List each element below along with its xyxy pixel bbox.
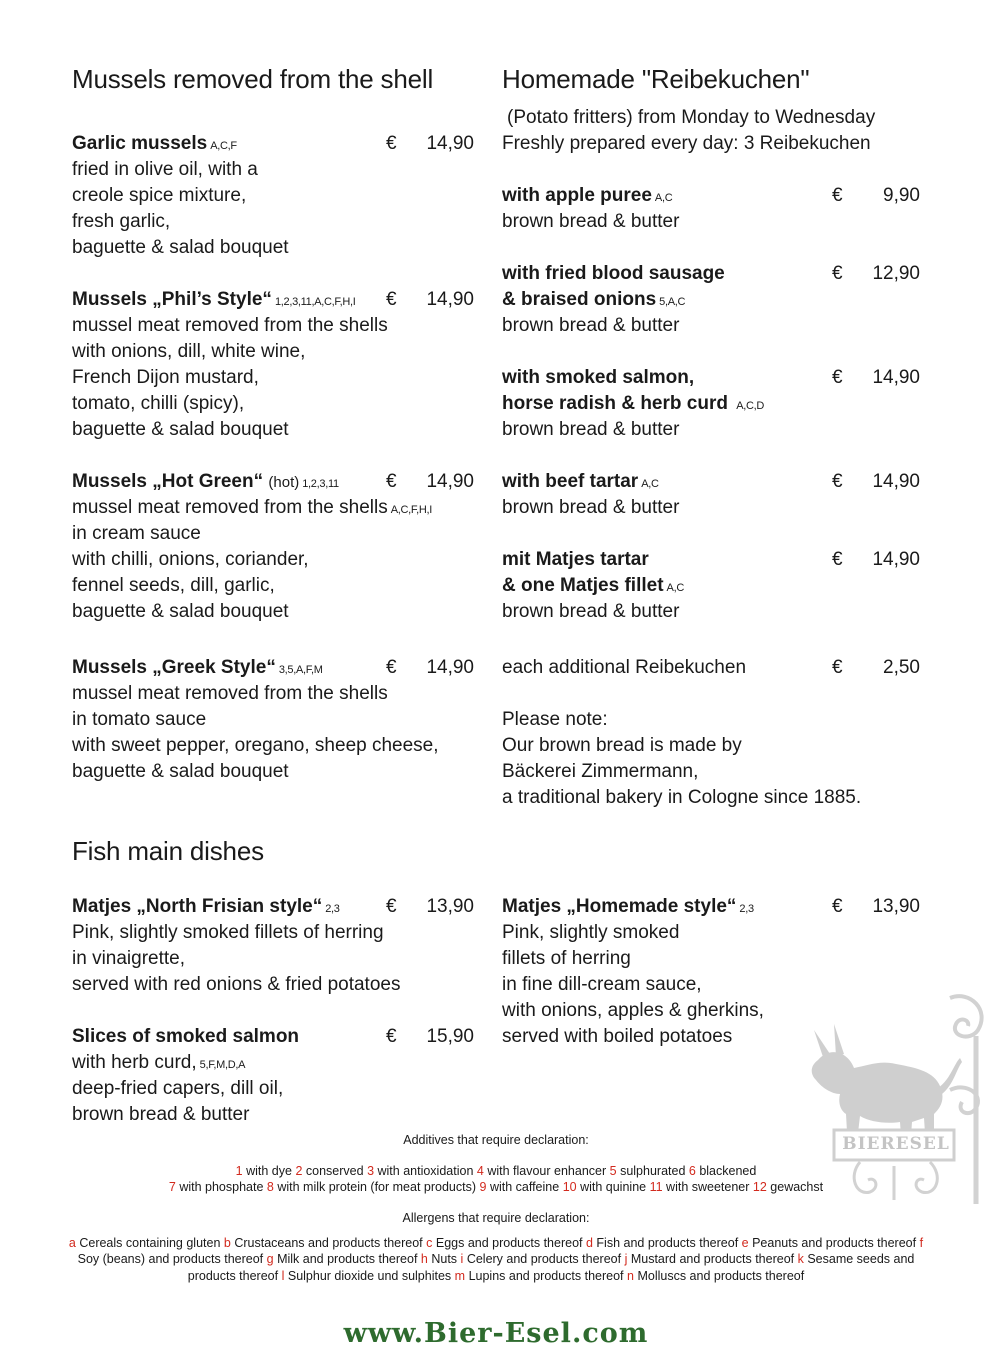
mussels-list-2 — [72, 655, 474, 785]
note-text: a traditional bakery in Cologne since 1885. — [502, 787, 862, 808]
reibekuchen-list — [502, 105, 920, 625]
allergens-block — [60, 1210, 932, 1284]
price: € 2,50 — [832, 657, 920, 678]
price: € 14,90 — [386, 289, 474, 310]
additional-label: each additional Reibekuchen — [502, 657, 747, 678]
allergen-codes: 5,F,M,D,A — [199, 1059, 246, 1071]
mussels-heading: Mussels removed from the shell — [72, 64, 434, 94]
allergens-list: a Cereals containing gluten b Crustaceans and products thereof c Eggs and products thereof d Fish and products thereof e Peanuts and products thereof f Soy (beans) and products thereof g Milk and products thereof h Nuts i Celery and products thereof j Mustard and products thereof k Sesame seeds and products thereof l Sulphur dioxide und sulphites m Lupins and products thereof n Molluscs and products thereof — [68, 1235, 924, 1283]
allergen-codes: 1,2,3,11 — [302, 478, 339, 490]
website-link[interactable]: www.Bier-Esel.com — [343, 1318, 649, 1349]
logo-text: BIERESEL — [842, 1134, 950, 1154]
allergens-heading: Allergens that require declaration: — [402, 1211, 590, 1225]
dish-desc: mussel meat removed from the shells A,C,F,H,I — [72, 497, 433, 518]
additives-block — [60, 1132, 932, 1196]
dish-desc: served with red onions & fried potatoes — [72, 974, 401, 995]
dish-title: Slices of smoked salmon — [72, 1026, 300, 1047]
menu-item-title-row — [502, 183, 920, 209]
price: € 13,90 — [386, 896, 474, 917]
fish-heading: Fish main dishes — [72, 836, 264, 866]
dish-desc: creole spice mixture, — [72, 185, 247, 206]
menu-item-title-row — [72, 287, 474, 313]
dish-desc: brown bread & butter — [502, 601, 680, 622]
dish-desc: mussel meat removed from the shells — [72, 315, 388, 336]
menu-item-title-row — [72, 469, 474, 495]
dish-desc: Pink, slightly smoked fillets of herring — [72, 922, 384, 943]
price: € 13,90 — [832, 896, 920, 917]
dish-desc: mussel meat removed from the shells — [72, 683, 388, 704]
menu-item-title-row — [502, 365, 920, 391]
menu-item-title-row — [502, 469, 920, 495]
price: € 14,90 — [832, 471, 920, 492]
dish-desc: served with boiled potatoes — [502, 1026, 733, 1047]
dish-title-2: & one Matjes fillet — [502, 575, 664, 596]
allergen-codes: 3,5,A,F,M — [278, 664, 323, 676]
allergen-codes: A,C,F,H,I — [390, 504, 433, 516]
menu-item-title-row — [502, 261, 920, 287]
allergen-codes: 5,A,C — [659, 296, 686, 308]
price: € 14,90 — [386, 133, 474, 154]
dish-desc: brown bread & butter — [502, 497, 680, 518]
reibekuchen-extra — [502, 655, 920, 811]
allergen-codes: A,C — [654, 192, 673, 204]
reibekuchen-heading: Homemade "Reibekuchen" — [502, 64, 810, 94]
dish-desc: French Dijon mustard, — [72, 367, 259, 388]
dish-title: mit Matjes tartar — [502, 549, 649, 570]
additional-reibekuchen-row — [502, 655, 920, 681]
note-text: Bäckerei Zimmermann, — [502, 761, 699, 782]
mussels-list — [72, 131, 474, 625]
reibekuchen-subtitle: Freshly prepared every day: 3 Reibekuchen — [502, 133, 871, 154]
menu-item-title-row — [72, 894, 474, 920]
dish-desc: fennel seeds, dill, garlic, — [72, 575, 275, 596]
price: € 15,90 — [386, 1026, 474, 1047]
dish-desc: tomato, chilli (spicy), — [72, 393, 245, 414]
dish-desc: baguette & salad bouquet — [72, 237, 289, 258]
dish-desc: in cream sauce — [72, 523, 201, 544]
dish-desc: deep-fried capers, dill oil, — [72, 1078, 284, 1099]
dish-title: Mussels „Greek Style“ — [72, 657, 276, 678]
allergen-codes: 1,2,3,11,A,C,F,H,I — [274, 296, 356, 308]
menu-item-title-row — [502, 547, 920, 573]
dish-desc: fresh garlic, — [72, 211, 171, 232]
dish-desc: with onions, dill, white wine, — [72, 341, 306, 362]
price: € 14,90 — [832, 367, 920, 388]
menu-item-title-row — [72, 131, 474, 157]
dish-desc: brown bread & butter — [502, 419, 680, 440]
dish-title: with smoked salmon, — [502, 367, 695, 388]
price: € 14,90 — [386, 471, 474, 492]
fish-list-left — [72, 894, 474, 1128]
dish-desc: with herb curd, 5,F,M,D,A — [72, 1052, 246, 1073]
allergen-codes: A,C,F — [210, 140, 237, 152]
allergen-codes: A,C — [666, 582, 684, 594]
dish-desc: baguette & salad bouquet — [72, 601, 289, 622]
price: € 9,90 — [832, 185, 920, 206]
additives-heading: Additives that require declaration: — [403, 1133, 589, 1147]
price: € 14,90 — [832, 549, 920, 570]
note-text: Our brown bread is made by — [502, 735, 742, 756]
allergen-codes: A,C,D — [736, 400, 765, 412]
dish-desc: brown bread & butter — [72, 1104, 250, 1125]
dish-desc: with onions, apples & gherkins, — [502, 1000, 764, 1021]
reibekuchen-subtitle: (Potato fritters) from Monday to Wednesday — [507, 107, 876, 128]
dish-desc: with chilli, onions, coriander, — [72, 549, 309, 570]
dish-desc: baguette & salad bouquet — [72, 419, 289, 440]
dish-title: with beef tartar — [502, 471, 639, 492]
allergen-codes: 2,3 — [739, 903, 754, 915]
dish-title-2: & braised onions — [502, 289, 657, 310]
dish-title: Matjes „North Frisian style“ — [72, 896, 323, 917]
dish-title: with apple puree — [502, 185, 652, 206]
price: € 12,90 — [832, 263, 920, 284]
dish-title: Matjes „Homemade style“ — [502, 896, 737, 917]
menu-item-title-row — [72, 1024, 474, 1050]
dish-desc: brown bread & butter — [502, 315, 680, 336]
price: € 14,90 — [386, 657, 474, 678]
dish-desc: fillets of herring — [502, 948, 631, 969]
dish-desc: fried in olive oil, with a — [72, 159, 258, 180]
note-label: Please note: — [502, 709, 608, 730]
allergen-codes: 2,3 — [325, 903, 340, 915]
dish-title: Mussels „Phil’s Style“ — [72, 289, 272, 310]
dish-desc: brown bread & butter — [502, 211, 680, 232]
dish-desc: in tomato sauce — [72, 709, 207, 730]
allergen-codes: A,C — [641, 478, 659, 490]
dish-desc: with sweet pepper, oregano, sheep cheese, — [72, 735, 439, 756]
dish-title: with fried blood sausage — [502, 263, 725, 284]
dish-desc: baguette & salad bouquet — [72, 761, 289, 782]
dish-desc: in vinaigrette, — [72, 948, 186, 969]
menu-item-title-row — [502, 894, 920, 920]
dish-title: Garlic mussels — [72, 133, 208, 154]
dish-desc: Pink, slightly smoked — [502, 922, 680, 943]
spicy-tag: (hot) — [268, 474, 300, 491]
additives-row-2: 7 with phosphate 8 with milk protein (for meat products) 9 with caffeine 10 with quinine 11 with sweetener 12 gewachst — [168, 1180, 824, 1194]
dish-title-2: horse radish & herb curd — [502, 393, 728, 414]
dish-title: Mussels „Hot Green“ — [72, 471, 264, 492]
additives-row-1: 1 with dye 2 conserved 3 with antioxidation 4 with flavour enhancer 5 sulphurated 6 blackened — [235, 1163, 757, 1178]
menu-item-title-row — [72, 655, 474, 681]
dish-desc: in fine dill-cream sauce, — [502, 974, 702, 995]
